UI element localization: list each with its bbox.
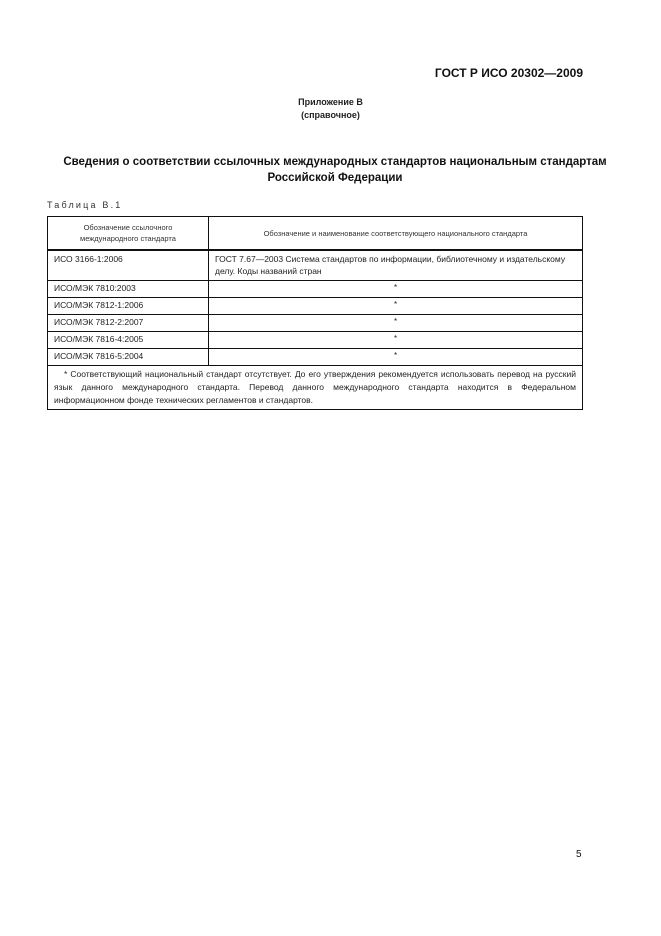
intl-standard-cell: ИСО/МЭК 7810:2003 <box>48 281 209 298</box>
table-row <box>48 332 583 349</box>
section-title <box>40 154 630 186</box>
appendix-heading <box>0 96 661 122</box>
standards-table <box>47 216 583 410</box>
table-header-row <box>48 217 583 251</box>
national-standard-cell: ГОСТ 7.67—2003 Система стандартов по информации, библиотечному и издательскому делу. Коды названий стран <box>209 250 583 281</box>
column-header-national: Обозначение и наименование соответствующего национального стандарта <box>209 217 583 251</box>
page-number: 5 <box>576 849 582 860</box>
table-footnote: * Соответствующий национальный стандарт отсутствует. До его утверждения рекомендуется использовать перевод на русский язык данного международного стандарта. Перевод данного международного стандарта находится в Федеральном информационном фонде технических регламентов и стандартов. <box>48 366 583 410</box>
column-header-international: Обозначение ссылочного международного стандарта <box>48 217 209 251</box>
intl-standard-cell: ИСО/МЭК 7812-2:2007 <box>48 315 209 332</box>
section-title-line1: Сведения о соответствии ссылочных международных стандартов национальным стандартам <box>63 156 607 168</box>
table-row <box>48 250 583 281</box>
national-standard-cell: * <box>209 281 583 298</box>
intl-standard-cell: ИСО/МЭК 7812-1:2006 <box>48 298 209 315</box>
section-title-line2: Российской Федерации <box>267 172 403 184</box>
intl-standard-cell: ИСО/МЭК 7816-5:2004 <box>48 349 209 366</box>
table-row <box>48 315 583 332</box>
document-id: ГОСТ Р ИСО 20302—2009 <box>434 66 583 80</box>
table-row <box>48 298 583 315</box>
national-standard-cell: * <box>209 332 583 349</box>
intl-standard-cell: ИСО 3166-1:2006 <box>48 250 209 281</box>
table-caption: Таблица В.1 <box>47 200 123 210</box>
national-standard-cell: * <box>209 298 583 315</box>
table-row <box>48 281 583 298</box>
table-footnote-row <box>48 366 583 410</box>
national-standard-cell: * <box>209 349 583 366</box>
appendix-subtitle: (справочное) <box>301 110 360 120</box>
table-row <box>48 349 583 366</box>
national-standard-cell: * <box>209 315 583 332</box>
intl-standard-cell: ИСО/МЭК 7816-4:2005 <box>48 332 209 349</box>
appendix-title: Приложение В <box>298 97 363 107</box>
